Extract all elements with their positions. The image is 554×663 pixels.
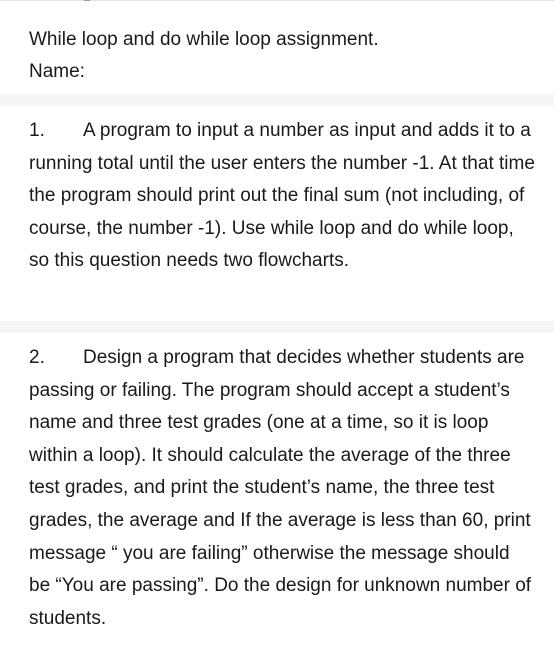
question-text: A program to input a number as input and adds it to a running total until the user enters the number -1. At that time the program should print out the final sum (not including, of course, the number -1). Use while loop and do while loop, so this question needs two flowcharts. (29, 120, 535, 272)
paragraph-separator (0, 321, 554, 333)
name-label: Name: (29, 61, 85, 82)
question-number: 2. (29, 347, 45, 368)
question-text: Design a program that decides whether students are passing or failing. The program should accept a student’s name and three test grades (one at a time, so it is loop within a loop). It should calculate the average of the three test grades, and print the student’s name, the three test grades, the average and If the average is less than 60, print message “ you are failing” otherwise the message should be “You are passing”. Do the design for unknown number of students. (29, 347, 532, 629)
question-number: 1. (29, 120, 45, 141)
document-title: While loop and do while loop assignment. (29, 29, 379, 50)
document-header (29, 24, 539, 88)
question-1 (29, 115, 535, 278)
paragraph-separator (0, 94, 554, 106)
question-2 (29, 342, 535, 635)
